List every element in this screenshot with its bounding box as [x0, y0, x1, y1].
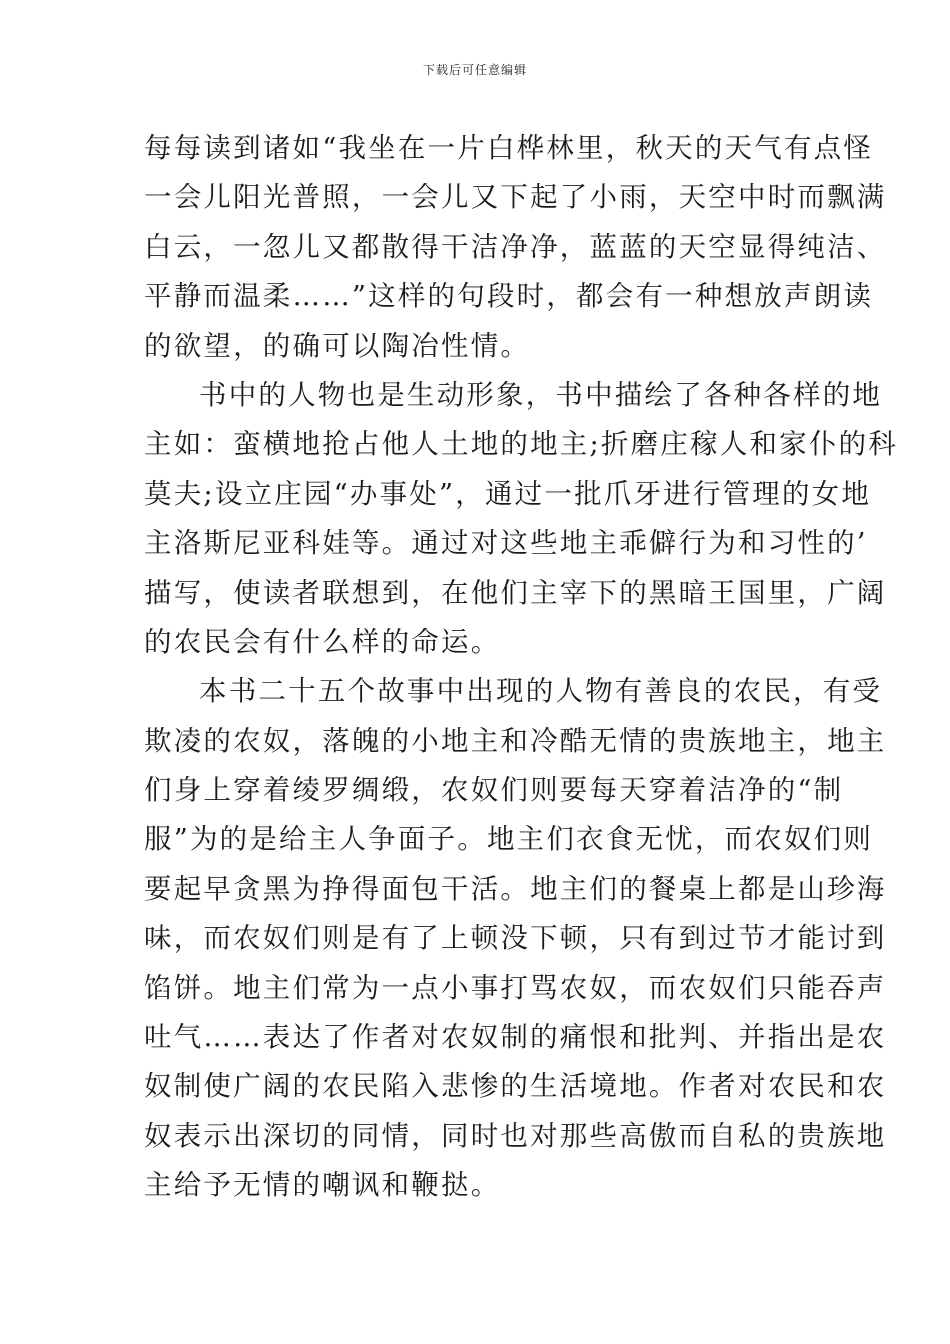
body-text — [144, 124, 898, 1211]
text-line: 馅饼。地主们常为一点小事打骂农奴，而农奴们只能吞声 — [144, 971, 887, 1004]
text-line: 欺凌的农奴，落魄的小地主和冷酷无情的贵族地主，地主 — [144, 724, 887, 757]
paragraph-first-line: 本书二十五个故事中出现的人物有善良的农民，有受 — [199, 675, 883, 708]
text-line: 吐气……表达了作者对农奴制的痛恨和批判、并指出是农 — [144, 1021, 887, 1054]
text-line: 奴制使广阔的农民陷入悲惨的生活境地。作者对农民和农 — [144, 1070, 887, 1103]
text-line: 味，而农奴们则是有了上顿没下顿，只有到过节才能讨到 — [144, 922, 887, 955]
text-line: 主洛斯尼亚科娃等。通过对这些地主乖僻行为和习性的’ — [144, 527, 868, 560]
header-note: 下载后可任意编辑 — [422, 63, 527, 77]
text-line: 的农民会有什么样的命运。 — [144, 625, 501, 658]
text-line: 奴表示出深切的同情，同时也对那些高傲而自私的贵族地 — [144, 1119, 887, 1152]
text-line: 平静而温柔……”这样的句段时，都会有一种想放声朗读 — [144, 280, 874, 313]
text-line: 主如：蛮横地抢占他人土地的地主;折磨庄稼人和家仆的科 — [144, 428, 898, 461]
text-line: 描写，使读者联想到，在他们主宰下的黑暗王国里，广阔 — [144, 576, 887, 609]
text-line: 要起早贪黑为挣得面包干活。地主们的餐桌上都是山珍海 — [144, 872, 887, 905]
text-line: 每每读到诸如“我坐在一片白桦林里，秋天的天气有点怪 — [144, 132, 874, 164]
text-line: 的欲望，的确可以陶冶性情。 — [144, 329, 531, 362]
text-line: 一会儿阳光普照，一会儿又下起了小雨，天空中时而飘满 — [144, 181, 887, 214]
text-line: 服”为的是给主人争面子。地主们衣食无忧，而农奴们则 — [144, 823, 874, 856]
paragraph-first-line: 书中的人物也是生动形象，书中描绘了各种各样的地 — [199, 378, 883, 411]
text-line: 主给予无情的嘲讽和鞭挞。 — [144, 1169, 501, 1202]
text-line: 们身上穿着绫罗绸缎，农奴们则要每天穿着洁净的“制 — [144, 774, 844, 807]
text-line: 白云，一忽儿又都散得干洁净净，蓝蓝的天空显得纯洁、 — [144, 230, 887, 263]
text-line: 莫夫;设立庄园“办事处”，通过一批爪牙进行管理的女地 — [144, 477, 872, 510]
